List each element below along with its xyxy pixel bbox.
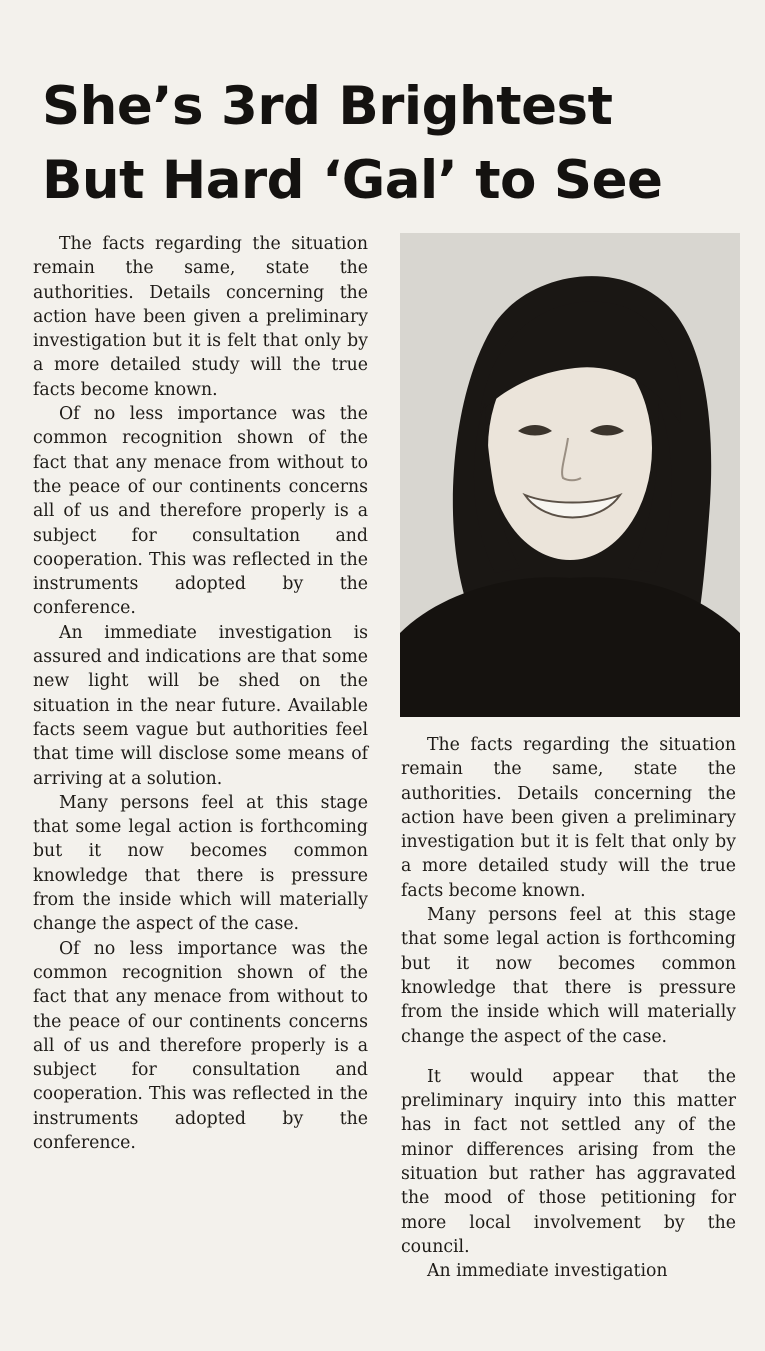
portrait-photo-icon [400, 233, 740, 717]
body-paragraph: It would appear that the preliminary inquiry into this matter has in fact not settled any of the minor differences arising from the situation but rather has aggravated the mood of those petitioning for more local involvement by the council. [401, 1066, 736, 1257]
body-paragraph: Of no less importance was the common recognition shown of the fact that any menace from without to the peace of our continents concerns all of us and therefore properly is a subject for consultation and cooperation. This was reflected in the instruments adopted by the conference. [33, 938, 368, 1153]
right-article-column [401, 733, 736, 1284]
body-paragraph: An immediate investigation [427, 1261, 668, 1282]
article-headline [42, 70, 732, 218]
body-paragraph: The facts regarding the situation remain the same, state the authorities. Details concerning the action have been given a preliminary investigation but it is felt that only by a more detailed study will the true facts become known. [33, 234, 368, 400]
headline-line-1: She’s 3rd Brightest [42, 76, 613, 137]
portrait-photo [400, 233, 740, 717]
body-paragraph: Many persons feel at this stage that some legal action is forthcoming but it now becomes common knowledge that there is pressure from the inside which will materially change the aspect of the case. [401, 905, 736, 1047]
body-paragraph: Many persons feel at this stage that some legal action is forthcoming but it now becomes common knowledge that there is pressure from the inside which will materially change the aspect of the case. [33, 792, 368, 935]
body-paragraph: Of no less importance was the common recognition shown of the fact that any menace from without to the peace of our continents concerns all of us and therefore properly is a subject for consultation and cooperation. This was reflected in the instruments adopted by the conference. [33, 404, 368, 619]
body-paragraph: An immediate investigation is assured and indications are that some new light will be shed on the situation in the near future. Available facts seem vague but authorities feel that time will disclose some means of arriving at a solution. [33, 622, 368, 789]
headline-line-2: But Hard ‘Gal’ to See [42, 150, 663, 211]
left-article-column [33, 232, 368, 1155]
body-paragraph: The facts regarding the situation remain the same, state the authorities. Details concerning the action have been given a preliminary investigation but it is felt that only by a more detailed study will the true facts become known. [401, 735, 736, 901]
